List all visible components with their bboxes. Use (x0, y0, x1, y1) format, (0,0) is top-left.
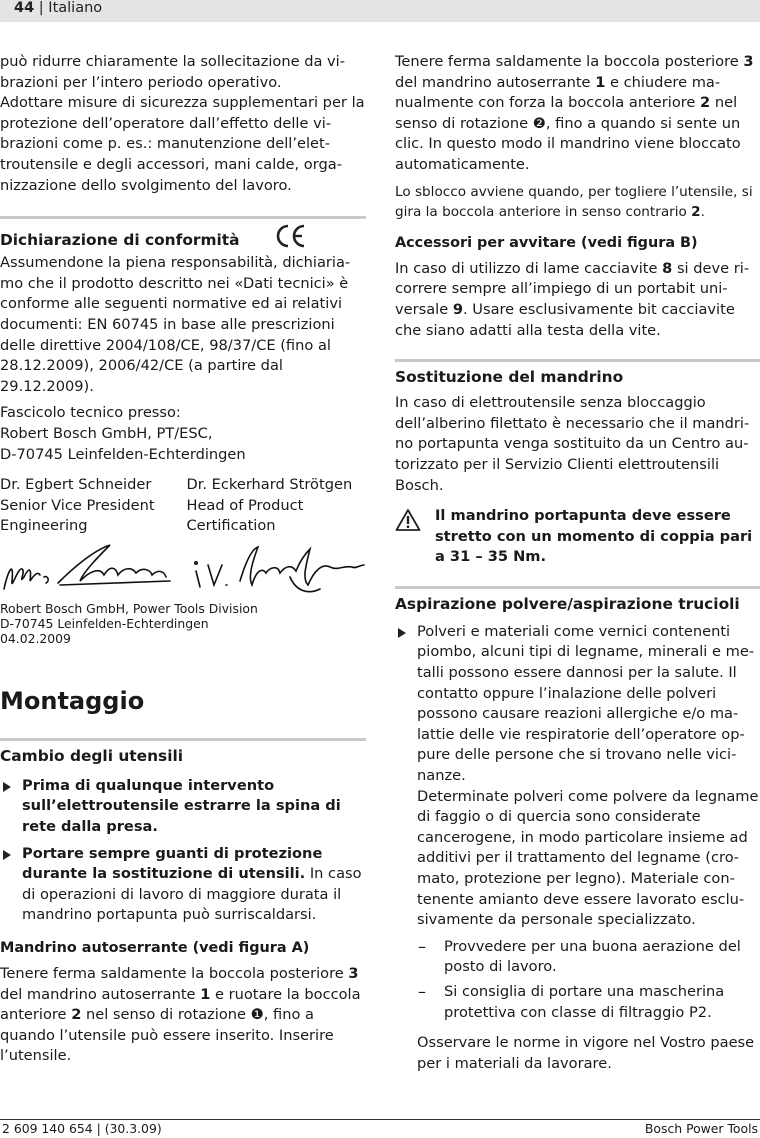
header-separator: | (38, 0, 44, 16)
bullet-triangle-icon (3, 782, 11, 792)
bullet-item (395, 622, 760, 931)
text: Lo sblocco avviene quando, per togliere l’utensile, si gira la boccola anteriore in senso contrario (395, 183, 753, 221)
bullet-triangle-icon (398, 628, 406, 638)
text: Tenere ferma saldamente la boccola posteriore (395, 53, 744, 70)
rotation-symbol: ❷ (532, 114, 546, 132)
conformity-heading (0, 223, 366, 251)
ce-mark-icon (273, 223, 307, 249)
chuck-paragraph (0, 964, 366, 1067)
techfile-city: D-70745 Leinfelden-Echterdingen (0, 445, 246, 463)
right-column (395, 52, 760, 1074)
lock-paragraph (395, 52, 760, 176)
dust-bullet-text: Polveri e materiali come vernici contenenti piombo, alcuni tipi di legname, minerali e metalli possono essere dannosi per la salute. Il contatto oppure l’inalazione delle polveri possono causare reazioni allergiche e/o malattie delle vie respiratorie dell’operatore oppure delle persone che si trovano nelle vicinanze. (417, 622, 755, 785)
left-column (0, 52, 366, 1067)
rotation-symbol: ❶ (250, 1006, 264, 1024)
signer1-name: Dr. Egbert Schneider (0, 476, 152, 494)
bullet-bold-text: Portare sempre guanti di protezione durante la sostituzione di utensili. (22, 844, 323, 883)
signatory-1 (0, 475, 186, 537)
address-line-2: D-70745 Leinfelden-Echterdingen (0, 615, 209, 631)
bullet-triangle-icon (3, 850, 11, 860)
text: e ruotare la boccola anteriore (0, 985, 361, 1024)
ref-number: 3 (348, 965, 359, 983)
text: nel senso di rotazione (395, 94, 738, 132)
bullet-rest-text: In caso di operazioni di lavoro di maggiore durata il mandrino portapunta può surriscaldarsi. (22, 865, 362, 924)
warning-block (395, 506, 760, 568)
text: . (700, 204, 705, 221)
ref-number: 1 (595, 73, 606, 91)
bullet-text: Prima di qualunque intervento sull’elettroutensile estrarre la spina di rete dalla presa. (22, 776, 341, 836)
dash-symbol: – (418, 981, 426, 1001)
section-rule (0, 216, 366, 219)
text: si deve ricorrere sempre all’impiego di un portabit universale (395, 259, 750, 318)
ref-number: 3 (743, 53, 754, 70)
page-header (0, 0, 760, 22)
dash-text: Provvedere per una buona aerazione del posto di lavoro. (444, 937, 741, 976)
substitution-heading: Sostituzione del mandrino (395, 368, 624, 387)
intro-paragraph-2: Adottare misure di sicurezza supplementari per la protezione dell’operatore dall’effetto delle vibrazioni come p. es.: manutenzione dell’elettroutensile e degli accessori, mani calde, organizzazione dello svolgimento del lavoro. (0, 94, 365, 194)
signatures (0, 541, 366, 597)
dust-heading: Aspirazione polvere/aspirazione trucioli (395, 594, 740, 613)
footer-brand: Bosch Power Tools (644, 1121, 758, 1136)
conformity-paragraph: Assumendone la piena responsabilità, dichiariamo che il prodotto descritto nei «Dati tecnici» è conforme alle seguenti normative ed ai relativi documenti: EN 60745 in base alle prescrizioni delle direttive 2004/108/CE, 98/37/CE (fino al 28.12.2009), 2006/42/CE (a partire dal 29.12.2009). (0, 254, 351, 395)
text: , fino a quando si sente un clic. In questo modo il mandrino viene bloccato automaticamente. (395, 114, 741, 173)
signer1-role1: Senior Vice President (0, 496, 155, 514)
text: del mandrino autoserrante (0, 985, 201, 1003)
section-rule (0, 738, 366, 741)
text: , fino a quando l’utensile può essere inserito. Inserire l’utensile. (0, 1006, 334, 1065)
dash-item (395, 937, 760, 978)
accessories-paragraph (395, 259, 760, 341)
signer2-name: Dr. Eckerhard Strötgen (186, 476, 353, 494)
signer1-role2: Engineering (0, 517, 88, 535)
conformity-title: Dichiarazione di conformità (0, 231, 240, 250)
text: . Usare esclusivamente bit cacciavite che siano adatti alla testa della vite. (395, 300, 735, 339)
ref-number: 2 (691, 204, 701, 221)
chuck-heading: Mandrino autoserrante (vedi figura A) (0, 940, 310, 957)
dash-text: Si consiglia di portare una mascherina protettiva con classe di filtraggio P2. (444, 982, 725, 1021)
montaggio-heading: Montaggio (0, 686, 145, 715)
warning-text: Il mandrino portapunta deve essere stretto con un momento di coppia pari a 31 – 35 Nm. (435, 507, 753, 566)
signatory-2 (186, 475, 366, 537)
intro-paragraph: può ridurre chiaramente la sollecitazione da vibrazioni per l’intero periodo operativo. (0, 53, 346, 91)
warning-triangle-icon (395, 508, 421, 532)
text: del mandrino autoserrante (395, 73, 596, 91)
techfile-company: Robert Bosch GmbH, PT/ESC, (0, 424, 213, 442)
unlock-paragraph (395, 182, 760, 223)
handwritten-signatures (0, 541, 366, 597)
warning-icon-wrap (395, 506, 435, 568)
tools-heading: Cambio degli utensili (0, 746, 184, 765)
address-line-1: Robert Bosch GmbH, Power Tools Division (0, 600, 258, 616)
page-number: 44 (14, 0, 35, 16)
dash-item (395, 982, 760, 1023)
address-date: 04.02.2009 (0, 630, 71, 646)
signer2-role2: Certification (186, 517, 276, 535)
techfile-label: Fascicolo tecnico presso: (0, 404, 181, 422)
text: e chiudere manualmente con forza la boccola anteriore (395, 73, 721, 112)
header-language: Italiano (48, 0, 103, 16)
ref-number: 1 (200, 985, 211, 1003)
final-paragraph: Osservare le norme in vigore nel Vostro paese per i materiali da lavorare. (417, 1034, 755, 1072)
ref-number: 9 (452, 300, 463, 318)
ref-number: 2 (700, 94, 711, 112)
section-rule (395, 586, 760, 589)
ref-number: 8 (662, 259, 673, 277)
header-text (14, 0, 102, 16)
bullet-item (0, 844, 366, 926)
signatories (0, 475, 366, 537)
text: Tenere ferma saldamente la boccola posteriore (0, 965, 349, 983)
dash-symbol: – (418, 936, 426, 956)
ref-number: 2 (71, 1006, 82, 1024)
section-rule (395, 359, 760, 362)
substitution-paragraph: In caso di elettroutensile senza bloccaggio dell’alberino filettato è necessario che il mandrino portapunta venga sostituito da un Centro autorizzato per il Servizio Clienti elettroutensili Bosch. (395, 394, 750, 494)
footer-rule (0, 1119, 760, 1120)
signer2-role1: Head of Product (186, 496, 304, 514)
accessories-heading: Accessori per avvitare (vedi figura B) (395, 234, 698, 251)
footer-docnumber: 2 609 140 654 | (30.3.09) (2, 1121, 162, 1136)
text: nel senso di rotazione (81, 1006, 251, 1024)
bullet-item (0, 776, 366, 838)
dust-bullet-text-2: Determinate polveri come polvere da legname di faggio o di quercia sono considerate cancerogene, in modo particolare insieme ad additivi per il trattamento del legname (cromato, protezione per legno). Materiale contenente amianto deve essere lavorato esclusivamente da personale specializzato. (417, 787, 759, 929)
text: In caso di utilizzo di lame cacciavite (395, 259, 663, 277)
bullet-text (22, 844, 366, 926)
